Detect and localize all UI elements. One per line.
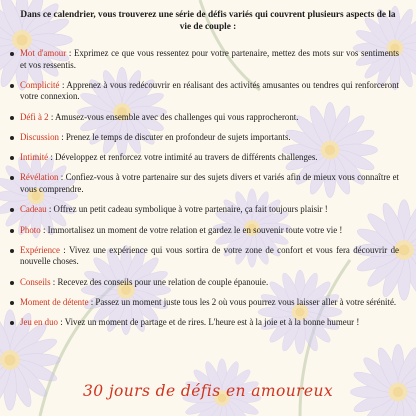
item-text: : Vivez une expérience qui vous sortira de votre zone de confort et vous fera découvrir de nouvelle choses. bbox=[20, 244, 399, 267]
bullet-icon bbox=[10, 281, 14, 285]
bullet-icon bbox=[10, 301, 14, 305]
bullet-icon bbox=[10, 229, 14, 233]
item-text: : Exprimez ce que vous ressentez pour votre partenaire, mettez des mots sur vos sentiments et vos ressentis. bbox=[20, 48, 399, 70]
bullet-icon bbox=[10, 156, 14, 160]
bullet-icon bbox=[10, 208, 14, 212]
challenge-list bbox=[9, 48, 399, 338]
item-label: Photo bbox=[20, 224, 41, 235]
bullet-icon bbox=[10, 249, 14, 253]
item-label: Moment de détente bbox=[20, 296, 89, 307]
item-label: Défi à 2 bbox=[20, 111, 49, 122]
bullet-icon bbox=[10, 116, 14, 120]
bullet-icon bbox=[10, 321, 14, 325]
list-item-photo bbox=[9, 225, 399, 237]
item-text: : Passez un moment juste tous les 2 où vous pourrez vous laisser aller à votre sérénité. bbox=[88, 296, 397, 307]
item-label: Conseils bbox=[20, 276, 51, 287]
list-item-conseils bbox=[9, 277, 399, 289]
list-item-complicite bbox=[9, 80, 399, 103]
item-text: : Prenez le temps de discuter en profondeur de sujets importants. bbox=[58, 131, 291, 142]
item-text: : Confiez-vous à votre partenaire sur des sujets divers et variés afin de mieux vous connaître et vous comprendre. bbox=[20, 172, 399, 194]
item-label: Discussion bbox=[20, 131, 59, 142]
list-item-revelation bbox=[9, 172, 399, 195]
item-text: : Développez et renforcez votre intimité au travers de différents challenges. bbox=[48, 152, 318, 163]
item-label: Jeu en duo bbox=[20, 317, 58, 328]
item-label: Complicité bbox=[20, 79, 60, 90]
list-item-intimite bbox=[9, 152, 399, 164]
list-item-defi-a-2 bbox=[9, 112, 399, 124]
bullet-icon bbox=[10, 176, 14, 180]
bullet-icon bbox=[10, 136, 14, 140]
item-text: : Recevez des conseils pour une relation de couple épanouie. bbox=[50, 276, 269, 287]
bullet-icon bbox=[10, 52, 14, 56]
item-text: : Vivez un moment de partage et de rires. L'heure est à la joie et à la bonne humeur ! bbox=[57, 317, 360, 328]
item-label: Cadeau bbox=[20, 204, 47, 215]
list-item-jeu-en-duo bbox=[9, 317, 399, 329]
list-item-cadeau bbox=[9, 204, 399, 216]
item-text: : Offrez un petit cadeau symbolique à votre partenaire, ça fait toujours plaisir ! bbox=[46, 204, 328, 215]
item-label: Expérience bbox=[20, 244, 60, 255]
item-text: : Amusez-vous ensemble avec des challenges qui vous rapprocheront. bbox=[48, 111, 299, 122]
item-label: Intimité bbox=[20, 152, 49, 163]
list-item-mot-damour bbox=[9, 48, 399, 71]
item-label: Révélation bbox=[20, 172, 59, 183]
footer-title: 30 jours de défis en amoureux bbox=[83, 382, 333, 400]
bullet-icon bbox=[10, 84, 14, 88]
intro-heading: Dans ce calendrier, vous trouverez une série de défis variés qui couvrent plusieurs aspects de la vie de couple : bbox=[20, 10, 396, 32]
item-text: : Apprenez à vous redécouvrir en réalisant des activités amusantes ou tendres qui renforceront votre connexion. bbox=[20, 79, 399, 102]
list-item-experience bbox=[9, 245, 399, 268]
list-item-moment-de-detente bbox=[9, 297, 399, 309]
item-label: Mot d'amour bbox=[20, 48, 67, 58]
list-item-discussion bbox=[9, 132, 399, 144]
item-text: : Immortalisez un moment de votre relation et gardez le en souvenir toute votre vie ! bbox=[40, 224, 343, 235]
